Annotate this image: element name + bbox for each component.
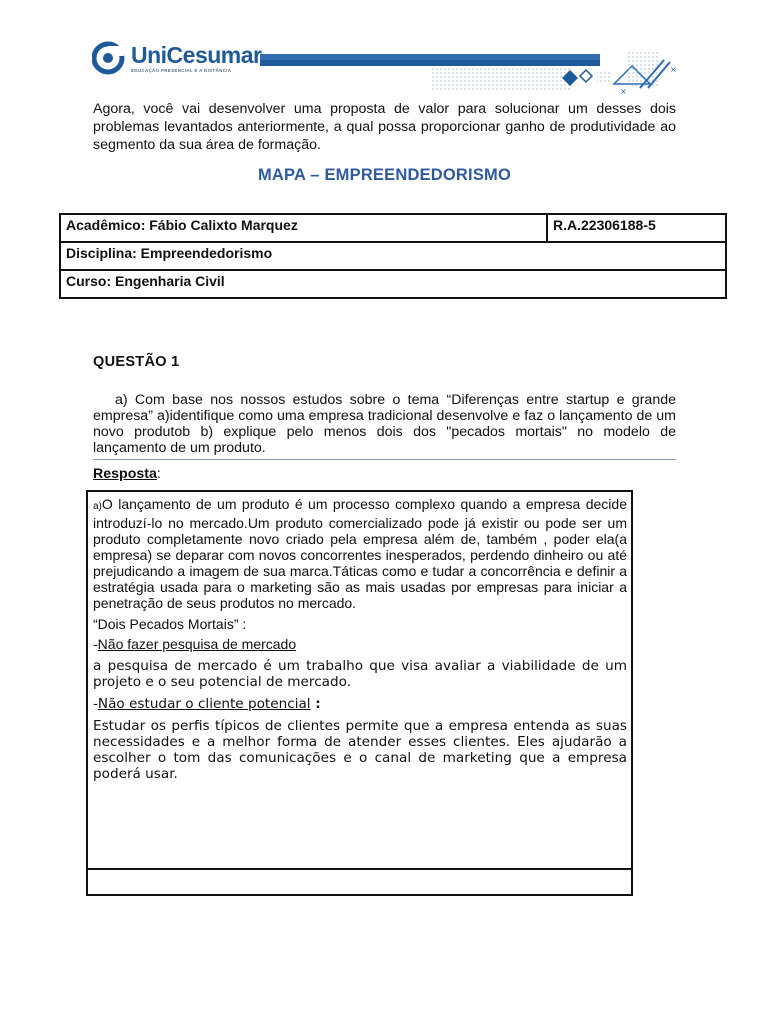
response-label [93,466,161,482]
logo-tagline: EDUCAÇÃO PRESENCIAL E A DISTÂNCIA [131,68,232,73]
svg-text:×: × [620,87,627,96]
answer-paragraph-1 [93,496,627,611]
sin1-dash: - [93,636,98,652]
table-row [60,270,726,298]
sin1-text: a pesquisa de mercado é um trabalho que visa avaliar a viabilidade de um projeto e o seu potencial de mercado. [93,658,627,690]
response-label-colon: : [156,466,161,482]
sin1-title: Não fazer pesquisa de mercado [97,636,297,652]
response-label-text: Resposta [93,466,157,482]
answer-p1-text: O lançamento de um produto é um processo complexo quando a empresa decide introduzí-lo no mercado.Um produto comercializado pode já existir ou pode ser um produto completamente novo criado pela empresa além de, também , poder ela(a empresa) se deparar com novos concorrentes inesperados, perdendo dinheiro ou até prejudicando a imagem de sua marca.Táticas como e tudar a concorrência e definir a estratégia usada para o marketing são as mais usadas por empresas para iniciar a penetração de seus produtos no mercado. [93,496,627,611]
divider [93,459,676,460]
sin1-heading [93,636,627,652]
intro-paragraph: Agora, você vai desenvolver uma proposta de valor para solucionar um desses dois problemas levantados anteriormente, a qual possa proporcionar ganho de produtividade ao segmento da sua área de formação. [93,101,676,153]
curso-cell: Curso: Engenharia Civil [60,270,726,298]
disciplina-cell: Disciplina: Empreendedorismo [60,242,726,270]
student-info-table [59,213,727,299]
table-row [60,214,726,242]
sin2-text: Estudar os perfis típicos de clientes permite que a empresa entenda as suas necessidades e a melhor forma de atender esses clientes. Eles ajudarão a escolher o tom das comunicações e o canal de marketing que a empresa poderá usar. [93,718,627,782]
answer-box-divider [86,868,633,870]
page-title: MAPA – EMPREENDEDORISMO [257,166,512,184]
answer-prefix: a) [93,501,102,512]
svg-text:×: × [670,65,677,74]
question-body: a) Com base nos nossos estudos sobre o tema “Diferenças entre startup e grande empresa” a)identifique como uma empresa tradicional desenvolve e faz o lançamento de um novo produtob b) explique pelo menos dois dos "pecados mortais" no modelo de lançamento de um produto. [93,392,676,456]
academico-cell: Acadêmico: Fábio Calixto Marquez [60,214,547,242]
sin2-dash: - [93,696,98,712]
unicesumar-logo-icon [92,40,128,76]
logo-brand: UniCesumar [131,42,262,68]
ra-cell: R.A.22306188-5 [547,214,726,242]
sin2-colon: : [310,696,321,712]
question-title: QUESTÃO 1 [93,354,180,370]
question-text [93,392,676,456]
sin2-heading [93,696,627,712]
sins-title: “Dois Pecados Mortais” : [93,616,247,632]
table-row [60,242,726,270]
sin2-title: Não estudar o cliente potencial [97,696,311,712]
answer-content [93,496,627,782]
